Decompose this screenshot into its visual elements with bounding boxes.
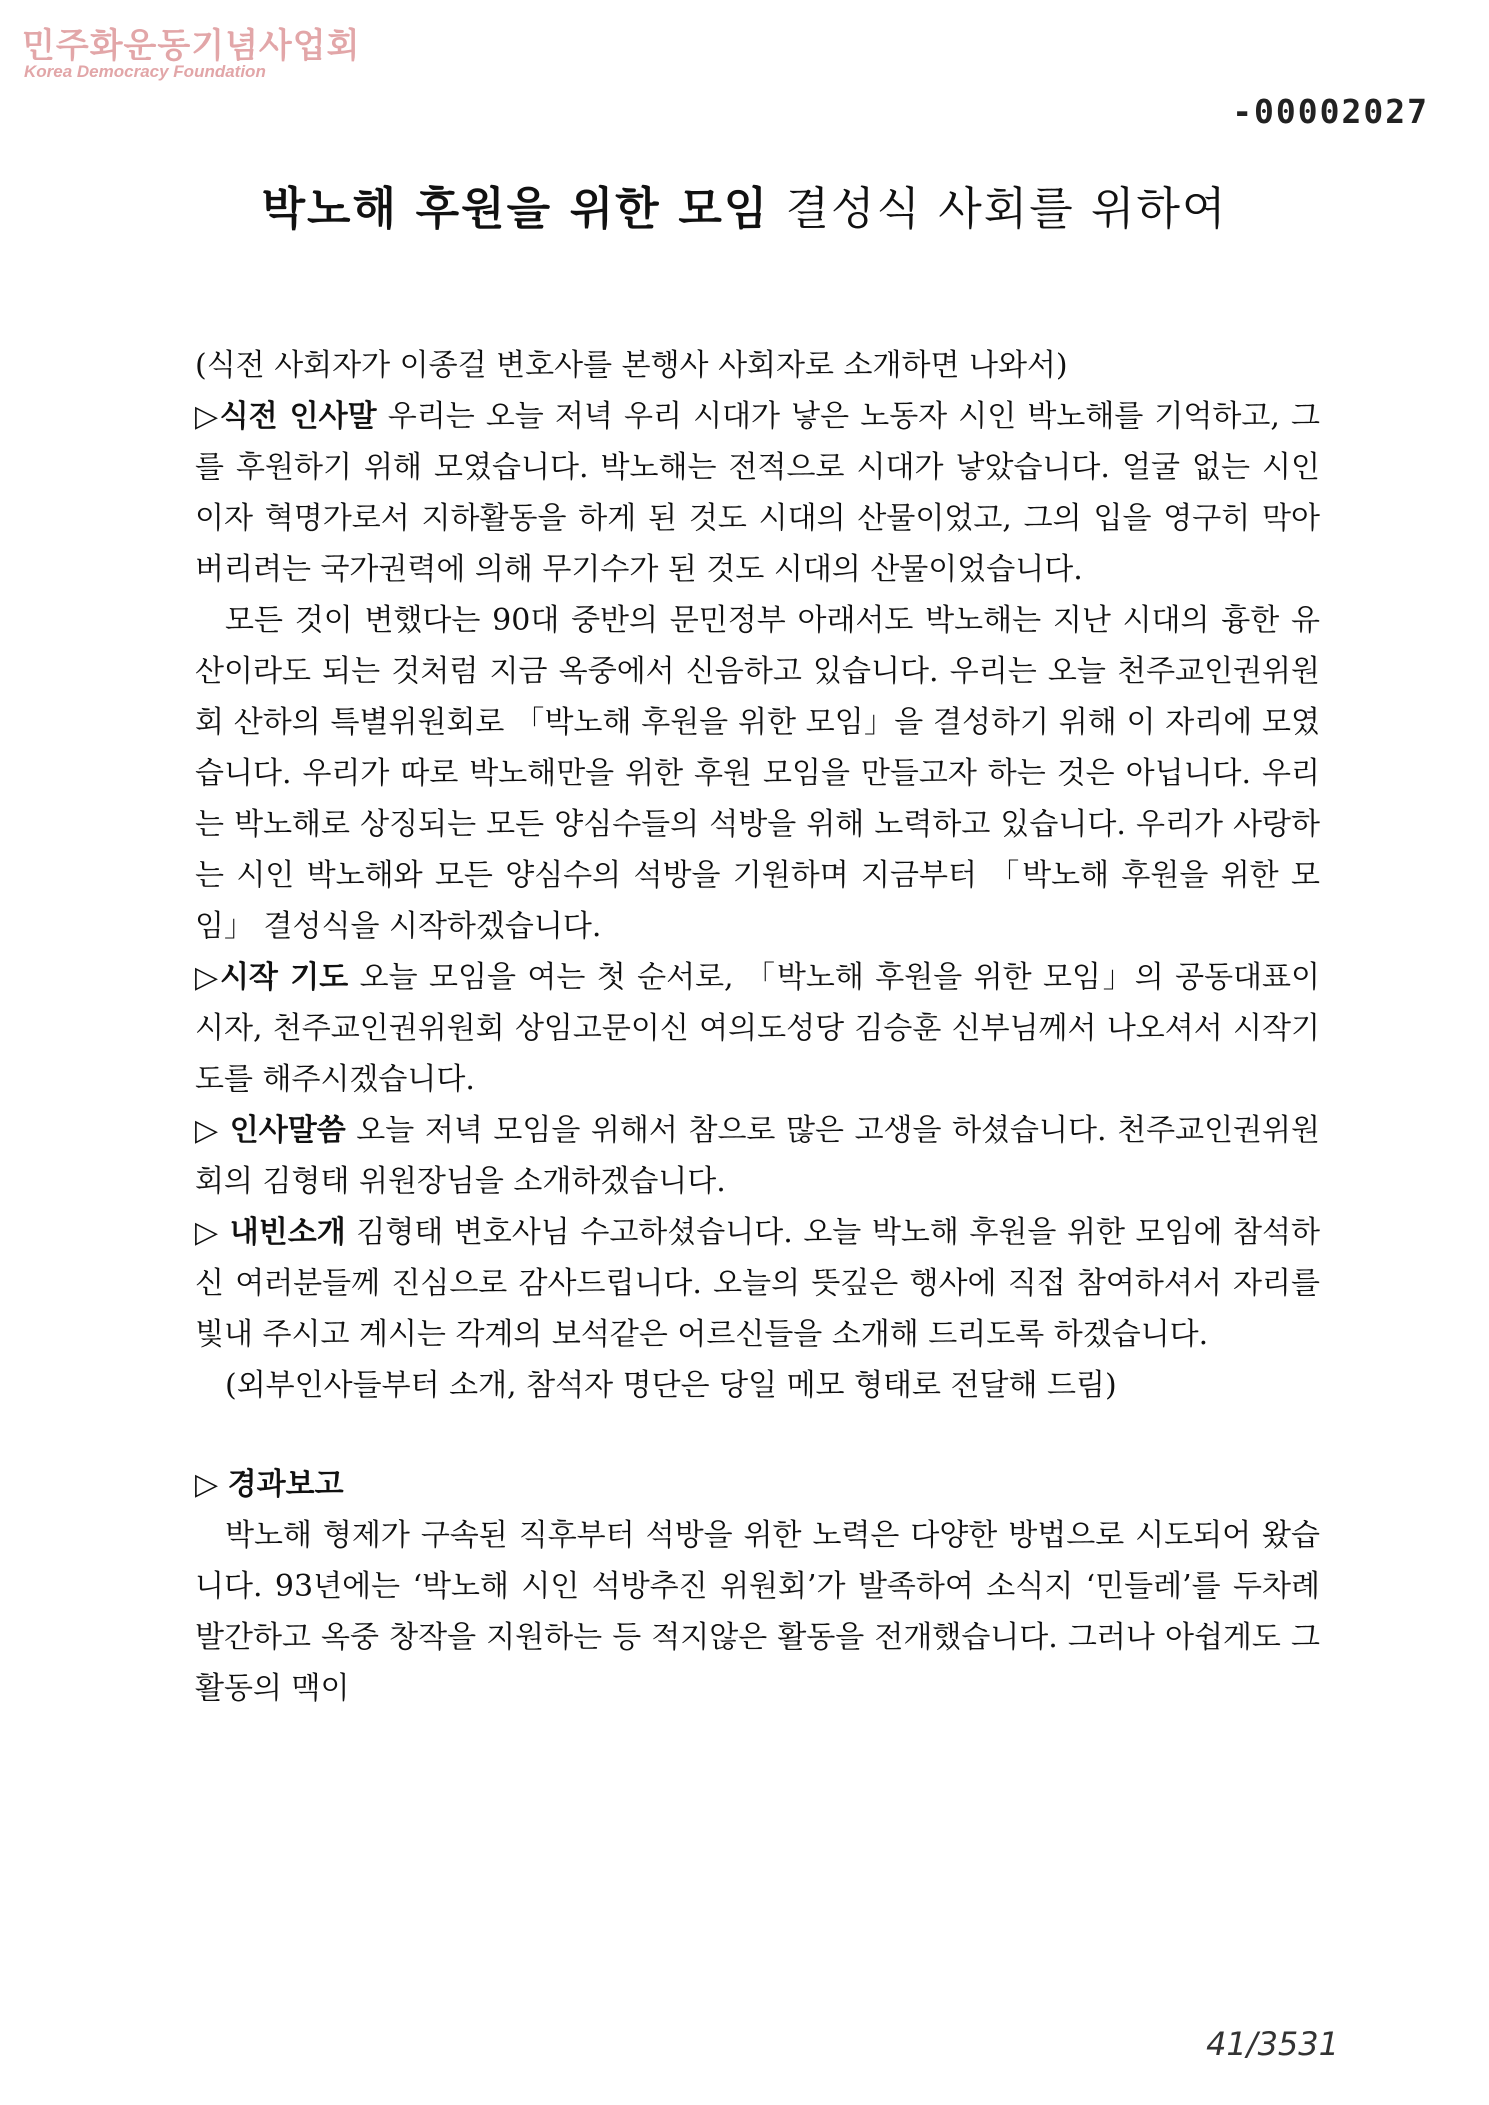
section-text: 우리는 오늘 저녁 우리 시대가 낳은 노동자 시인 박노해를 기억하고, 그를 후원하기 위해 모였습니다. 박노해는 전적으로 시대가 낳았습니다. 얼굴 없는 시인이자 혁명가로서 지하활동을 하게 된 것도 시대의 산물이었고, 그의 입을 영구히 막아버리려는 국가권력에 의해 무기수가 된 것도 시대의 산물이었습니다. — [195, 399, 1320, 587]
triangle-icon: ▷ — [195, 1215, 220, 1250]
section-opening-remarks — [195, 391, 1320, 595]
watermark-korean: 민주화운동기념사업회 — [22, 26, 361, 66]
section-progress-report-heading — [195, 1459, 1320, 1510]
section-text: 김형태 변호사님 수고하셨습니다. 오늘 박노해 후원을 위한 모임에 참석하신 여러분들께 진심으로 감사드립니다. 오늘의 뜻깊은 행사에 직접 참여하셔서 자리를 빛내 주시고 계시는 각계의 보석같은 어르신들을 소개해 드리도록 하겠습니다. — [195, 1215, 1320, 1352]
progress-report-text: 박노해 형제가 구속된 직후부터 석방을 위한 노력은 다양한 방법으로 시도되어 왔습니다. 93년에는 ‘박노해 시인 석방추진 위원회’가 발족하여 소식지 ‘민들레’를 두차례 발간하고 옥중 창작을 지원하는 등 적지않은 활동을 전개했습니다. 그러나 아쉽게도 그 활동의 맥이 — [195, 1518, 1320, 1706]
section-opening-prayer — [195, 952, 1320, 1105]
section-heading: 시작 기도 — [219, 960, 349, 995]
triangle-icon: ▷ — [195, 1467, 219, 1502]
document-body — [195, 340, 1320, 1714]
triangle-icon: ▷ — [195, 399, 220, 434]
title-bold: 박노해 후원을 위한 모임 — [261, 182, 770, 235]
section-text: 오늘 저녁 모임을 위해서 참으로 많은 고생을 하셨습니다. 천주교인권위원회의 김형태 위원장님을 소개하겠습니다. — [195, 1113, 1320, 1199]
section-heading: 식전 인사말 — [219, 399, 377, 434]
title-rest: 결성식 사회를 위하여 — [785, 182, 1228, 235]
section-heading: 인사말씀 — [229, 1113, 346, 1148]
section-text: 오늘 모임을 여는 첫 순서로, 「박노해 후원을 위한 모임」의 공동대표이시자, 천주교인권위원회 상임고문이신 여의도성당 김승훈 신부님께서 나오셔서 시작기도를 해주시겠습니다. — [195, 960, 1320, 1097]
section-guest-introduction — [195, 1207, 1320, 1360]
page-number: 41/3531 — [1206, 2025, 1339, 2063]
section-heading: 경과보고 — [227, 1467, 344, 1502]
intro-note: (식전 사회자가 이종걸 변호사를 본행사 사회자로 소개하면 나와서) — [195, 348, 1068, 383]
section-paragraph: 모든 것이 변했다는 90대 중반의 문민정부 아래서도 박노해는 지난 시대의 흉한 유산이라도 되는 것처럼 지금 옥중에서 신음하고 있습니다. 우리는 오늘 천주교인권위원회 산하의 특별위원회로 「박노해 후원을 위한 모임」을 결성하기 위해 이 자리에 모였습니다. 우리가 따로 박노해만을 위한 후원 모임을 만들고자 하는 것은 아닙니다. 우리는 박노해로 상징되는 모든 양심수들의 석방을 위해 노력하고 있습니다. 우리가 사랑하는 시인 박노해와 모든 양심수의 석방을 기원하며 지금부터 「박노해 후원을 위한 모임」 결성식을 시작하겠습니다. — [195, 603, 1320, 944]
section-heading: 내빈소개 — [229, 1215, 346, 1250]
triangle-icon: ▷ — [195, 1113, 220, 1148]
triangle-icon: ▷ — [195, 960, 220, 995]
page-title — [0, 172, 1489, 237]
guest-note: (외부인사들부터 소개, 참석자 명단은 당일 메모 형태로 전달해 드림) — [225, 1368, 1117, 1403]
document-number: -00002027 — [1232, 92, 1429, 131]
section-greeting — [195, 1105, 1320, 1207]
watermark-english: Korea Democracy Foundation — [24, 62, 266, 81]
